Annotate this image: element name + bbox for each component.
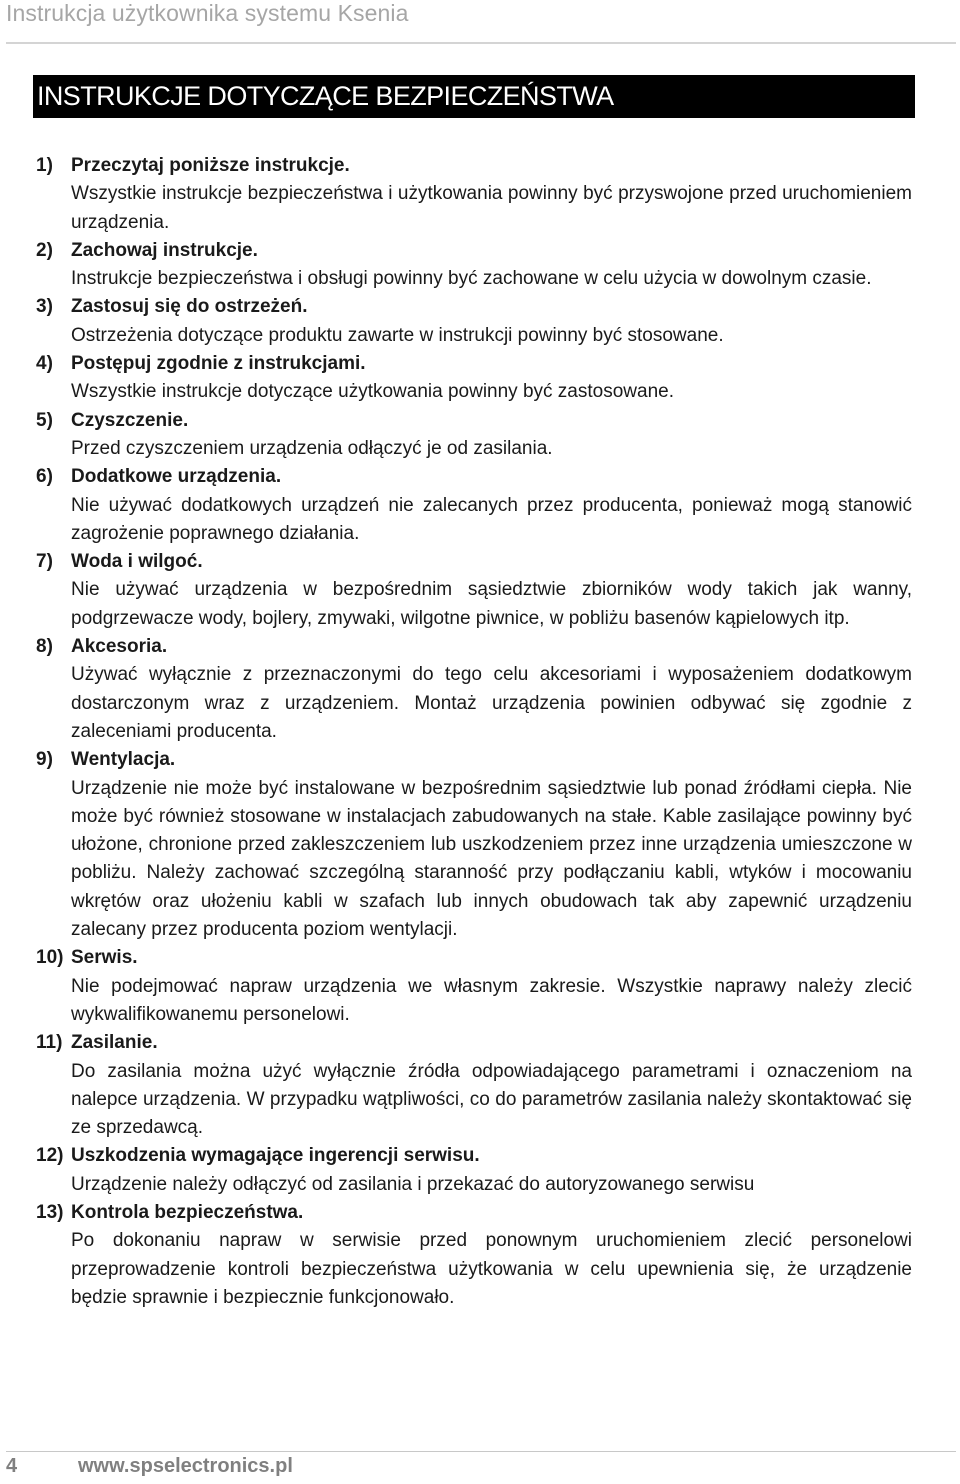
list-item [36,1142,912,1199]
list-item [36,548,912,633]
item-title: Dodatkowe urządzenia. [71,466,282,488]
item-title: Postępuj zgodnie z instrukcjami. [71,353,366,375]
item-body: Wszystkie instrukcje dotyczące użytkowania powinny być zastosowane. [71,381,674,403]
list-item [36,463,912,548]
item-title: Przeczytaj poniższe instrukcje. [71,155,350,176]
section-banner [33,75,915,118]
item-body: Używać wyłącznie z przeznaczonymi do tego celu akcesoriami i wyposażeniem dodatkowym dostarczonym wraz z urządzeniem. Montaż urządzenia powinien odbywać się zgodnie z zaleceniami producenta. [71,664,912,742]
item-title: Uszkodzenia wymagające ingerencji serwisu. [71,1145,480,1167]
item-title: Serwis. [71,947,138,969]
section-title: INSTRUKCJE DOTYCZĄCE BEZPIECZEŃSTWA [37,81,614,111]
item-number: 10) [36,947,64,969]
item-number: 4) [36,353,53,375]
item-title: Zasilanie. [71,1032,158,1054]
item-title: Zastosuj się do ostrzeżeń. [71,296,308,318]
page-footer [6,1451,956,1477]
page-number: 4 [6,1455,18,1477]
item-number: 5) [36,409,53,431]
item-number: 2) [36,239,53,261]
item-body: Urządzenie należy odłączyć od zasilania i przekazać do autoryzowanego serwisu [71,1173,755,1195]
page-header [6,0,956,44]
item-body: Nie używać urządzenia w bezpośrednim sąsiedztwie zbiorników wody takich jak wanny, podgrzewacze wody, bojlery, zmywaki, wilgotne piwnice, w pobliżu basenów kąpielowych itp. [71,579,912,629]
item-number: 3) [36,296,53,318]
list-item [36,407,912,464]
item-title: Wentylacja. [71,749,176,771]
item-title: Akcesoria. [71,636,168,658]
item-number: 8) [36,636,53,658]
item-title: Kontrola bezpieczeństwa. [71,1201,304,1223]
list-item [36,237,912,294]
list-item [36,350,912,407]
item-title: Czyszczenie. [71,409,189,431]
item-number: 9) [36,749,53,771]
safety-instructions-list [36,152,912,1312]
item-title: Woda i wilgoć. [71,551,203,573]
item-number: 13) [36,1201,64,1223]
item-body: Urządzenie nie może być instalowane w bezpośrednim sąsiedztwie lub ponad źródłami ciepła. Nie może być również stosowane w instalacjach zabudowanych na stałe. Kable zasilające powinny być ułożone, chronione przed zakleszczeniem lub uszkodzeniem przez inne urządzenia umieszczone w pobliżu. Należy zachować szczególną staranność przy podłączaniu kabli, wtyków i mocowaniu wkrętów oraz ułożeniu kabli w szafach lub innych obudowach tak aby zapewnić urządzeniu zalecany przez producenta poziom wentylacji. [71,777,912,941]
item-number: 7) [36,551,53,573]
item-number: 1) [36,155,53,176]
item-body: Wszystkie instrukcje bezpieczeństwa i użytkowania powinny być przyswojone przed uruchomieniem urządzenia. [71,183,912,233]
item-body: Instrukcje bezpieczeństwa i obsługi powinny być zachowane w celu użycia w dowolnym czasie. [71,268,872,290]
item-title: Zachowaj instrukcje. [71,239,258,261]
item-body: Nie używać dodatkowych urządzeń nie zalecanych przez producenta, ponieważ mogą stanowić zagrożenie poprawnego działania. [71,494,912,544]
list-item [36,152,912,237]
item-body: Do zasilania można użyć wyłącznie źródła odpowiadającego parametrami i oznaczeniom na nalepce urządzenia. W przypadku wątpliwości, co do parametrów zasilania należy skontaktować się ze sprzedawcą. [71,1060,912,1139]
item-number: 11) [36,1032,63,1054]
item-body: Ostrzeżenia dotyczące produktu zawarte w instrukcji powinny być stosowane. [71,324,724,346]
list-item [36,1029,912,1142]
list-item [36,944,912,1029]
item-number: 6) [36,466,53,488]
list-item [36,633,912,746]
item-body: Przed czyszczeniem urządzenia odłączyć je od zasilania. [71,437,553,459]
list-item [36,1199,912,1312]
item-body: Po dokonaniu napraw w serwisie przed ponownym uruchomieniem zlecić personelowi przeprowadzenie kontroli bezpieczeństwa użytkowania w celu upewnienia się, że urządzenie będzie sprawnie i bezpiecznie funkcjonowało. [71,1230,912,1308]
list-item [36,293,912,350]
footer-url: www.spselectronics.pl [78,1455,293,1477]
list-item [36,746,912,944]
document-title: Instrukcja użytkownika systemu Ksenia [6,0,409,26]
item-body: Nie podejmować napraw urządzenia we własnym zakresie. Wszystkie naprawy należy zlecić wykwalifikowanemu personelowi. [71,975,912,1025]
item-number: 12) [36,1145,64,1167]
